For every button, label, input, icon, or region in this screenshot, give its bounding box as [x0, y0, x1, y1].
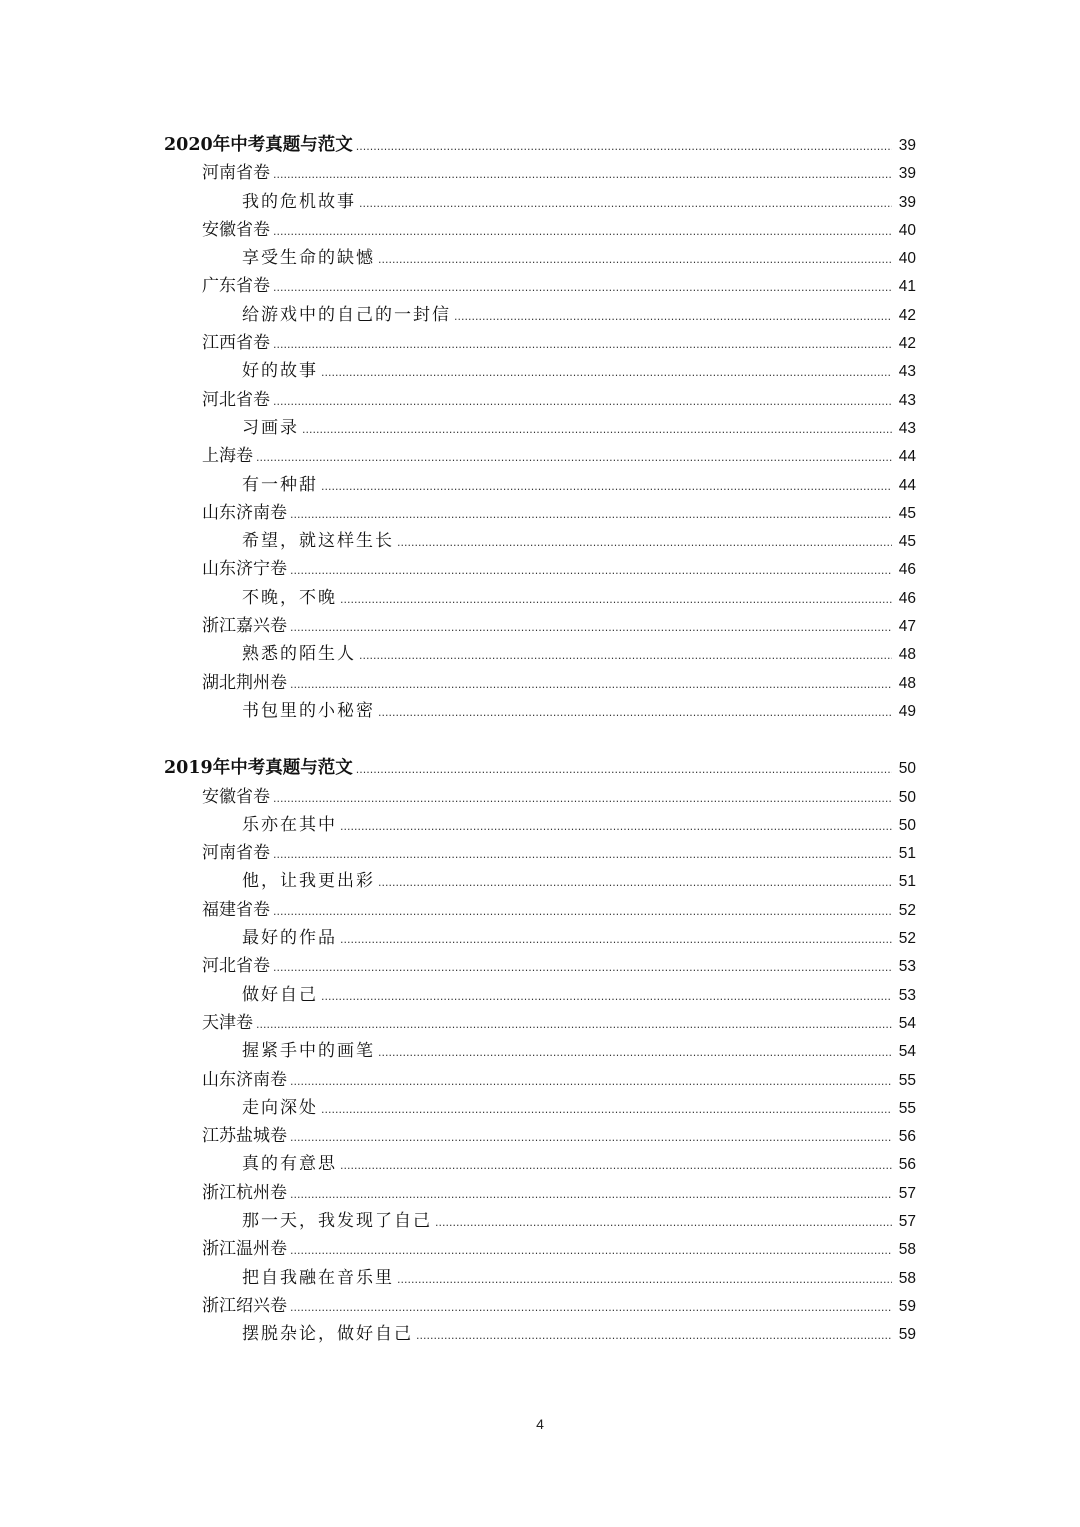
toc-entry-label: 2019年中考真题与范文	[164, 758, 353, 779]
dot-leader	[340, 926, 892, 954]
toc-entry-label: 2020年中考真题与范文	[164, 135, 353, 155]
toc-entry-page: 52	[898, 930, 916, 948]
dot-leader	[273, 218, 892, 246]
toc-entry-page: 40	[898, 250, 916, 268]
toc-entry-label: 河北省卷	[202, 389, 270, 410]
toc-exam-entry[interactable]	[0, 783, 1080, 811]
dot-leader	[290, 614, 892, 642]
dot-leader	[321, 473, 892, 501]
toc-entry-label: 好的故事	[242, 361, 318, 382]
toc-exam-entry[interactable]	[0, 1235, 1080, 1263]
toc-entry-label: 握紧手中的画笔	[242, 1041, 375, 1062]
toc-entry-page: 54	[898, 1043, 916, 1061]
dot-leader	[273, 274, 892, 302]
toc-essay-entry[interactable]	[0, 471, 1080, 499]
toc-entry-page: 51	[898, 873, 916, 891]
toc-entry-page: 43	[898, 391, 916, 409]
toc-entry-page: 42	[898, 306, 916, 324]
toc-entry-label: 享受生命的缺憾	[242, 248, 375, 269]
toc-entry-label: 浙江绍兴卷	[202, 1295, 287, 1316]
toc-essay-entry[interactable]	[0, 1094, 1080, 1122]
toc-entry-page: 52	[898, 901, 916, 919]
dot-leader	[290, 1237, 892, 1265]
toc-exam-entry[interactable]	[0, 612, 1080, 640]
toc-exam-entry[interactable]	[0, 952, 1080, 980]
toc-entry-label: 把自我融在音乐里	[242, 1267, 394, 1288]
dot-leader	[378, 699, 892, 727]
toc-entry-page: 50	[898, 760, 916, 778]
toc-exam-entry[interactable]	[0, 442, 1080, 470]
toc-entry-page: 43	[898, 363, 916, 381]
dot-leader	[435, 1209, 892, 1237]
toc-entry-label: 河南省卷	[202, 843, 270, 864]
toc-entry-page: 44	[898, 448, 916, 466]
toc-entry-page: 54	[898, 1014, 916, 1032]
toc-entry-page: 55	[898, 1071, 916, 1089]
dot-leader	[290, 671, 892, 699]
toc-entry-label: 乐亦在其中	[242, 814, 337, 835]
toc-essay-entry[interactable]	[0, 584, 1080, 612]
dot-leader	[454, 303, 892, 331]
dot-leader	[273, 841, 892, 869]
toc-essay-entry[interactable]	[0, 811, 1080, 839]
table-of-contents	[0, 131, 1080, 1348]
toc-entry-label: 河南省卷	[202, 163, 270, 184]
toc-essay-entry[interactable]	[0, 924, 1080, 952]
dot-leader	[378, 1039, 892, 1067]
toc-entry-page: 41	[898, 278, 916, 296]
dot-leader	[340, 586, 892, 614]
toc-entry-label: 书包里的小秘密	[242, 700, 375, 721]
toc-entry-page: 45	[898, 504, 916, 522]
toc-entry-page: 57	[898, 1184, 916, 1202]
toc-entry-label: 江西省卷	[202, 333, 270, 354]
dot-leader	[356, 133, 892, 161]
dot-leader	[378, 246, 892, 274]
toc-entry-page: 57	[898, 1212, 916, 1230]
toc-entry-page: 39	[898, 165, 916, 183]
toc-exam-entry[interactable]	[0, 159, 1080, 187]
toc-essay-entry[interactable]	[0, 1320, 1080, 1348]
toc-essay-entry[interactable]	[0, 1264, 1080, 1292]
toc-entry-label: 真的有意思	[242, 1154, 337, 1175]
dot-leader	[290, 1124, 892, 1152]
dot-leader	[273, 331, 892, 359]
toc-entry-label: 最好的作品	[242, 928, 337, 949]
toc-section-heading[interactable]	[0, 754, 1080, 782]
toc-entry-label: 山东济南卷	[202, 1069, 287, 1090]
toc-entry-page: 51	[898, 845, 916, 863]
toc-exam-entry[interactable]	[0, 1292, 1080, 1320]
dot-leader	[273, 785, 892, 813]
toc-section	[0, 131, 1080, 725]
toc-essay-entry[interactable]	[0, 1150, 1080, 1178]
toc-entry-page: 44	[898, 476, 916, 494]
dot-leader	[359, 190, 892, 218]
dot-leader	[290, 1068, 892, 1096]
toc-entry-page: 39	[898, 137, 916, 154]
toc-entry-page: 59	[898, 1326, 916, 1344]
toc-entry-page: 50	[898, 788, 916, 806]
dot-leader	[321, 983, 892, 1011]
dot-leader	[273, 898, 892, 926]
toc-exam-entry[interactable]	[0, 386, 1080, 414]
toc-exam-entry[interactable]	[0, 669, 1080, 697]
toc-exam-entry[interactable]	[0, 329, 1080, 357]
dot-leader	[321, 1096, 892, 1124]
toc-essay-entry[interactable]	[0, 1207, 1080, 1235]
toc-entry-page: 48	[898, 674, 916, 692]
toc-entry-page: 58	[898, 1241, 916, 1259]
toc-entry-label: 上海卷	[202, 446, 253, 467]
toc-essay-entry[interactable]	[0, 244, 1080, 272]
toc-entry-page: 45	[898, 533, 916, 551]
dot-leader	[356, 756, 892, 784]
toc-entry-label: 安徽省卷	[202, 786, 270, 807]
toc-entry-page: 55	[898, 1099, 916, 1117]
toc-entry-page: 48	[898, 646, 916, 664]
toc-section-heading[interactable]	[0, 131, 1080, 159]
toc-exam-entry[interactable]	[0, 216, 1080, 244]
toc-entry-label: 摆脱杂论，做好自己	[242, 1324, 413, 1345]
toc-entry-label: 给游戏中的自己的一封信	[242, 304, 451, 325]
toc-entry-label: 浙江温州卷	[202, 1239, 287, 1260]
toc-entry-page: 53	[898, 958, 916, 976]
toc-entry-page: 46	[898, 561, 916, 579]
toc-entry-label: 熟悉的陌生人	[242, 644, 356, 665]
toc-section	[0, 754, 1080, 1348]
dot-leader	[397, 529, 892, 557]
toc-entry-page: 59	[898, 1297, 916, 1315]
toc-essay-entry[interactable]	[0, 414, 1080, 442]
toc-essay-entry[interactable]	[0, 867, 1080, 895]
toc-entry-label: 安徽省卷	[202, 219, 270, 240]
dot-leader	[273, 161, 892, 189]
toc-entry-page: 56	[898, 1156, 916, 1174]
toc-exam-entry[interactable]	[0, 1066, 1080, 1094]
dot-leader	[378, 869, 892, 897]
toc-entry-page: 39	[898, 193, 916, 211]
toc-entry-label: 做好自己	[242, 984, 318, 1005]
toc-essay-entry[interactable]	[0, 981, 1080, 1009]
toc-entry-label: 有一种甜	[242, 474, 318, 495]
toc-exam-entry[interactable]	[0, 896, 1080, 924]
dot-leader	[273, 954, 892, 982]
toc-exam-entry[interactable]	[0, 555, 1080, 583]
toc-essay-entry[interactable]	[0, 357, 1080, 385]
dot-leader	[340, 1152, 892, 1180]
toc-entry-page: 40	[898, 221, 916, 239]
toc-exam-entry[interactable]	[0, 1009, 1080, 1037]
toc-entry-label: 广东省卷	[202, 276, 270, 297]
toc-entry-label: 希望，就这样生长	[242, 531, 394, 552]
toc-essay-entry[interactable]	[0, 697, 1080, 725]
toc-essay-entry[interactable]	[0, 188, 1080, 216]
dot-leader	[359, 642, 892, 670]
toc-entry-page: 50	[898, 816, 916, 834]
dot-leader	[340, 813, 892, 841]
toc-entry-label: 走向深处	[242, 1097, 318, 1118]
dot-leader	[302, 416, 892, 444]
dot-leader	[416, 1322, 892, 1350]
toc-essay-entry[interactable]	[0, 527, 1080, 555]
toc-entry-label: 不晚，不晚	[242, 587, 337, 608]
toc-entry-label: 天津卷	[202, 1012, 253, 1033]
toc-entry-page: 43	[898, 419, 916, 437]
toc-essay-entry[interactable]	[0, 1037, 1080, 1065]
toc-essay-entry[interactable]	[0, 640, 1080, 668]
toc-entry-label: 浙江嘉兴卷	[202, 616, 287, 637]
toc-entry-label: 浙江杭州卷	[202, 1182, 287, 1203]
dot-leader	[290, 501, 892, 529]
toc-entry-label: 山东济宁卷	[202, 559, 287, 580]
toc-entry-page: 58	[898, 1269, 916, 1287]
dot-leader	[256, 1011, 892, 1039]
toc-entry-page: 49	[898, 702, 916, 720]
toc-entry-page: 56	[898, 1128, 916, 1146]
toc-exam-entry[interactable]	[0, 1122, 1080, 1150]
toc-entry-label: 习画录	[242, 417, 299, 438]
toc-exam-entry[interactable]	[0, 839, 1080, 867]
toc-entry-page: 47	[898, 618, 916, 636]
toc-entry-page: 46	[898, 589, 916, 607]
dot-leader	[321, 359, 892, 387]
toc-entry-label: 福建省卷	[202, 899, 270, 920]
toc-entry-page: 53	[898, 986, 916, 1004]
toc-entry-label: 他，让我更出彩	[242, 871, 375, 892]
toc-entry-label: 江苏盐城卷	[202, 1126, 287, 1147]
dot-leader	[397, 1266, 892, 1294]
dot-leader	[273, 388, 892, 416]
toc-entry-label: 我的危机故事	[242, 191, 356, 212]
toc-essay-entry[interactable]	[0, 301, 1080, 329]
toc-entry-page: 42	[898, 335, 916, 353]
page-number: 4	[536, 1416, 544, 1432]
dot-leader	[290, 1181, 892, 1209]
toc-entry-label: 山东济南卷	[202, 502, 287, 523]
dot-leader	[290, 557, 892, 585]
toc-exam-entry[interactable]	[0, 1179, 1080, 1207]
toc-entry-label: 那一天，我发现了自己	[242, 1210, 432, 1231]
dot-leader	[290, 1294, 892, 1322]
toc-entry-label: 河北省卷	[202, 956, 270, 977]
toc-entry-label: 湖北荆州卷	[202, 672, 287, 693]
toc-exam-entry[interactable]	[0, 272, 1080, 300]
toc-exam-entry[interactable]	[0, 499, 1080, 527]
dot-leader	[256, 444, 892, 472]
